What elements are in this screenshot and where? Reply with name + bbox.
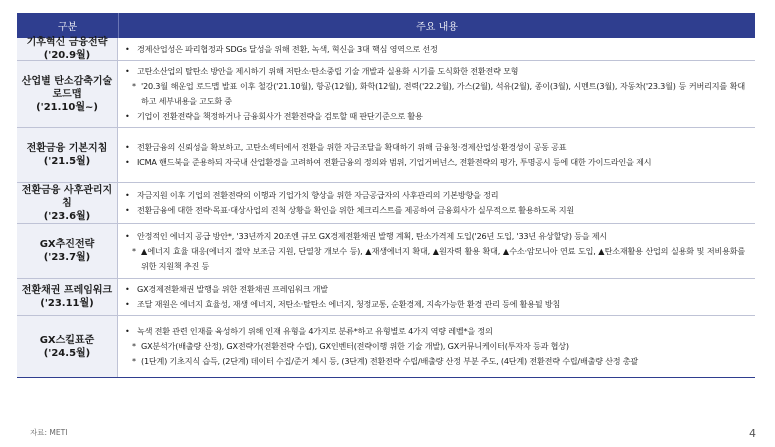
bullet-marker: * [132,245,136,256]
bullet-text: 녹색 전환 관련 인재를 육성하기 위해 인재 유형을 4가지로 분류*하고 유형별로 4가지 역량 레벨*을 정의 [137,326,493,336]
bullet-text: 경제산업성은 파리협정과 SDGs 달성을 위해 전환, 녹색, 혁신을 3대 핵심 영역으로 선정 [137,43,438,54]
header-content: 주요 내용 [416,22,458,33]
table-row [17,183,755,224]
bullet-text: 기업이 전환전략을 책정하거나 금융회사가 전환전략을 검토할 때 판단기준으로 활용 [137,111,423,121]
row-content [118,183,755,223]
bullet-marker: • [125,142,130,152]
bullet-marker: • [125,190,130,200]
bullet-item [125,140,745,155]
bullet-item [125,297,745,312]
policy-table [17,13,755,378]
page-number: 4 [749,427,756,440]
row-category [17,279,118,315]
row-title: GX스킬표준 [39,334,95,346]
table-row [17,128,755,183]
row-title: 전환금융 기본지침 [26,143,108,154]
row-content [118,38,755,60]
bullet-marker: • [125,111,130,121]
row-category [17,316,118,377]
row-date: ('24.5월) [43,347,91,359]
bullet-item [125,324,745,339]
bullet-item [125,155,745,170]
bullet-marker: * [132,81,136,91]
row-title: 기후혁신 금융전략 [26,37,108,48]
bullet-marker: • [125,43,130,54]
row-date: ('21.5월) [43,156,91,167]
table-row [17,38,755,61]
row-date: ('23.6월) [43,210,91,222]
bullet-text: 전환금융의 신뢰성을 확보하고, 고탄소섹터에서 전환을 위한 자금조달을 확대하기 위해 금융청·경제산업성·환경성이 공동 공표 [137,142,567,152]
table-header [17,13,755,38]
header-category: 구분 [17,13,119,38]
sub-note [125,244,745,274]
row-content [118,61,755,127]
bullet-text: '20.3월 해운업 로드맵 발표 이후 철강('21.10월), 항공(12월), 화학(12월), 전력('22.2월), 가스(2월), 석유(2월), 종이(3월), 시멘트(3월), 자동차('23.3월) 등 커버리지를 확대하고 세부내용을 고도화 중 [141,81,745,106]
row-title: 전환금융 사후관리지침 [21,184,113,209]
row-date: ('23.7월) [43,252,91,263]
bullet-marker: • [125,230,130,241]
bullet-marker: • [125,326,130,336]
row-content [118,279,755,315]
bullet-text: GX경제전환채권 발행을 위한 전환채권 프레임워크 개발 [137,284,328,294]
row-title: 전환채권 프레임워크 [21,285,113,296]
bullet-item [125,64,745,79]
table-row [17,316,755,378]
row-category [17,224,118,278]
row-title: 산업별 탄소감축기술 로드맵 [21,75,113,100]
bullet-item [125,282,745,297]
row-date: ('21.10월~) [36,101,98,113]
bullet-text: ICMA 핸드북을 준용하되 자국내 산업환경을 고려하여 전환금융의 정의와 범위, 기업거버넌스, 전환전략의 평가, 투명공시 등에 대한 가이드라인을 제시 [137,157,652,167]
bullet-text: 안정적인 에너지 공급 방안*, '33년까지 20조엔 규모 GX경제전환채권 발행 계획, 탄소가격제 도입('26년 도입, '33년 유상할당) 등을 제시 [137,230,608,241]
bullet-marker: • [125,284,130,294]
bullet-text: ▲에너지 효율 대응(에너지 절약 보조금 지원, 단열창 개보수 등), ▲재생에너지 확대, ▲원자력 활용 확대, ▲수소·암모니아 연료 도입, ▲탄소재활용 산업의 실용화 및 저비용화를 위한 지원책 추진 등 [141,245,745,271]
bullet-item [125,42,745,57]
table-row [17,279,755,316]
bullet-text: 고탄소산업의 탈탄소 방안을 제시하기 위해 저탄소·탄소중립 기술 개발과 실용화 시기를 도식화한 전환전략 모형 [137,66,519,76]
sub-note [125,339,745,354]
bullet-marker: * [132,356,136,366]
bullet-item [125,188,745,203]
row-category [17,61,118,127]
row-content [118,316,755,377]
bullet-marker: • [125,205,130,215]
sub-note [125,354,745,369]
bullet-text: GX분석가(배출량 산정), GX전략가(전환전략 수립), GX인벤터(전략이행 위한 기술 개발), GX커뮤니케이터(투자자 등과 협상) [141,341,569,351]
row-category [17,183,118,223]
bullet-marker: • [125,157,130,167]
row-content [118,224,755,278]
bullet-item [125,229,745,244]
bullet-marker: * [132,341,136,351]
bullet-text: 조달 재원은 에너지 효율성, 재생 에너지, 저탄소·탈탄소 에너지, 청정교통, 순환경제, 지속가능한 환경 관리 등에 활용될 방침 [137,299,561,309]
row-date: ('20.9월) [43,50,91,61]
row-category [17,38,118,60]
bullet-item [125,109,745,124]
bullet-text: (1단계) 기초지식 습득, (2단계) 데이터 수집/준거 체시 등, (3단계) 전환전략 수립/배출량 산정 부분 주도, (4단계) 전환전략 수립/배출량 산정 총괄 [141,356,639,366]
row-title: GX추진전략 [39,239,95,250]
bullet-text: 자금지원 이후 기업의 전환전략의 이행과 기업가치 향상을 위한 자금공급자의 사후관리의 기본방향을 정리 [137,190,499,200]
row-category [17,128,118,182]
row-date: ('23.11월) [40,298,94,309]
bullet-item [125,203,745,218]
sub-note [125,79,745,109]
source-note: 자료: METI [30,428,68,437]
bullet-text: 전환금융에 대한 전략·목표·대상사업의 진척 상황을 확인을 위한 체크리스트를 제공하여 금융회사가 실무적으로 활용하도록 지원 [137,205,575,215]
table-row [17,61,755,128]
bullet-marker: • [125,66,130,76]
table-row [17,224,755,279]
bullet-marker: • [125,299,130,309]
row-content [118,128,755,182]
